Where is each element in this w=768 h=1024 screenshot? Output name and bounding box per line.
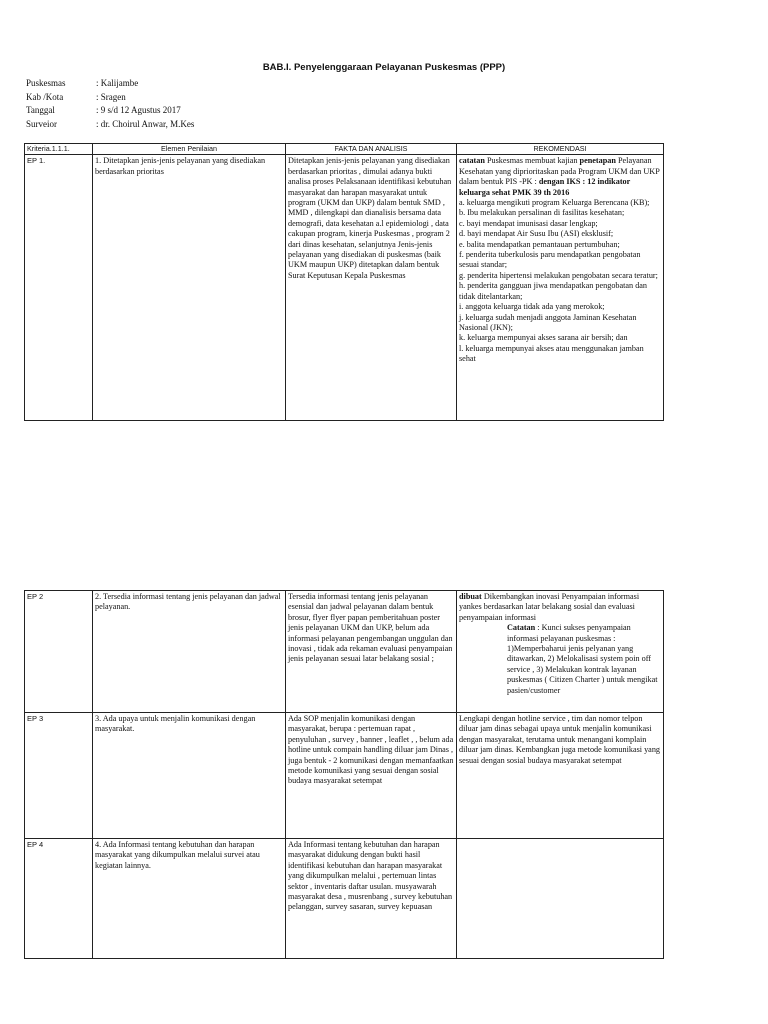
indikator-item: c. bayi mendapat imunisasi dasar lengkap;: [459, 218, 598, 228]
meta-row-kabkota: [26, 92, 194, 106]
meta-label: Surveior: [26, 118, 57, 129]
table-row-ep3: [25, 713, 664, 839]
indikator-item: h. penderita gangguan jiwa mendapatkan pengobatan dan tidak ditelantarkan;: [459, 281, 648, 301]
header-rekomendasi: REKOMENDASI: [457, 144, 664, 155]
fakta-cell: Ditetapkan jenis-jenis pelayanan yang disediakan berdasarkan prioritas , dimulai adanya bukti analisa proses Pelaksanaan identifikasi kebutuhan masyarakat dan harapan masyarakat untuk program (UKM dan UKP) dalam bentuk SMD , MMD , dilengkapi dan dianalisis bersama data demografi, data kesehatan a.l epidemiologi , data cakupan program, kinerja Puskesmas , program 2 dari dinas kesehatan, selanjutnya Jenis-jenis pelayanan yang disediakan di puskesmas (baik UKM maupun UKP) ditetapkan dalam bentuk Surat Keputusan Kepala Puskesmas: [286, 155, 457, 421]
meta-value: : Sragen: [96, 91, 126, 102]
iks-heading: dengan IKS : 12 indikator keluarga sehat PMK 39 th 2016: [459, 177, 631, 197]
rek-text: : Kunci sukses penyampaian informasi pelayanan puskesmas : 1)Memperbaharui jenis pelyanan yang ditawarkan, 2) Melokalisasi system poin off service , 3) Melakukan kontrak layanan puskesmas ( Citizen Charter ) untuk mengikat pasien/customer: [507, 623, 658, 695]
table-header-row: [25, 144, 664, 155]
rek-text: Dikembangkan inovasi Penyampaian informasi yankes berdasarkan latar belakang sosial dan evaluasi penyampaian informasi: [459, 592, 640, 622]
table-row-ep2: [25, 591, 664, 713]
indikator-item: l. keluarga mempunyai akses atau menggunakan jamban sehat: [459, 343, 644, 364]
ep-label: EP 3: [25, 713, 93, 839]
elemen-cell: 1. Ditetapkan jenis-jenis pelayanan yang disediakan berdasarkan prioritas: [93, 155, 286, 421]
header-fakta: FAKTA DAN ANALISIS: [286, 144, 457, 155]
assessment-table-2: [24, 590, 664, 959]
indikator-item: j. keluarga sudah menjadi anggota Jaminan Kesehatan Nasional (JKN);: [459, 312, 637, 332]
survey-meta: [26, 78, 194, 132]
ep-label: EP 1.: [25, 155, 93, 421]
dibuat-label: dibuat: [459, 592, 482, 601]
meta-row-surveior: [26, 119, 194, 133]
meta-label: Puskesmas: [26, 78, 66, 88]
elemen-cell: 2. Tersedia informasi tentang jenis pelayanan dan jadwal pelayanan.: [93, 591, 286, 713]
meta-row-tanggal: [26, 105, 194, 119]
rekomendasi-cell: Lengkapi dengan hotline service , tim dan nomor telpon diluar jam dinas sebagai upaya untuk menjalin komunikasi dengan masyarakat, terutama untuk menangani komplain diluar jam dinas. Kembangkan juga metode komunikasi yang sesuai dengan sosial budaya masyarakat setempat: [457, 713, 664, 839]
fakta-cell: Ada Informasi tentang kebutuhan dan harapan masyarakat didukung dengan bukti hasil identifikasi kebutuhan dan harapan masyarakat yang dikumpulkan melalui , pertemuan lintas sektor , inventaris daftar usulan. musyawarah masyarakat desa , musrenbang , survey kebutuhan pelanggan, survey sasaran, survey kepuasan: [286, 839, 457, 959]
elemen-cell: 4. Ada Informasi tentang kebutuhan dan harapan masyarakat yang dikumpulkan melalui survei atau kegiatan lainnya.: [93, 839, 286, 959]
rekomendasi-cell: [457, 839, 664, 959]
indikator-item: b. Ibu melakukan persalinan di fasilitas kesehatan;: [459, 208, 625, 218]
indikator-item: d. bayi mendapat Air Susu Ibu (ASI) eksklusif;: [459, 229, 614, 239]
assessment-table-1: [24, 143, 664, 421]
meta-value: : 9 s/d 12 Agustus 2017: [96, 105, 181, 115]
rek-intro-text-2: Pelayanan Kesehatan yang diprioritaskan pada Program UKM dan UKP dalam bentuk PIS -PK :: [459, 156, 660, 187]
penetapan-label: penetapan: [579, 156, 616, 166]
rek-part-1: [459, 592, 661, 623]
meta-value: : dr. Choirul Anwar, M.Kes: [96, 118, 195, 129]
indikator-item: e. balita mendapatkan pemantauan pertumbuhan;: [459, 239, 620, 249]
table-row-ep4: [25, 839, 664, 959]
rek-intro-text: Puskesmas membuat kajian: [484, 156, 580, 166]
rekomendasi-cell: [457, 155, 664, 421]
indikator-item: k. keluarga mempunyai akses sarana air bersih; dan: [459, 333, 628, 343]
document-title: BAB.I. Penyelenggaraan Pelayanan Puskesmas (PPP): [262, 62, 506, 73]
indikator-item: g. penderita hipertensi melakukan pengobatan secara teratur;: [459, 270, 658, 280]
elemen-cell: 3. Ada upaya untuk menjalin komunikasi dengan masyarakat.: [93, 713, 286, 839]
header-elemen: Elemen Penilaian: [93, 144, 286, 155]
indikator-item: f. penderita tuberkulosis paru mendapatkan pengobatan sesuai standar;: [459, 250, 641, 270]
meta-label: Tanggal: [26, 105, 55, 115]
fakta-cell: Ada SOP menjalin komunikasi dengan masyarakat, berupa : pertemuan rapat , penyuluhan , survey , banner , leaflet , , belum ada hotline untuk compain handling diluar jam Dinas , juga bentuk - 2 komunikasi dengan memanfaatkan metode komunikasi yang sesuai dengan sosial budaya masyarakat setempat: [286, 713, 457, 839]
catatan-label: catatan: [459, 156, 485, 166]
catatan-label: Catatan: [507, 623, 536, 633]
header-kriteria: Kriteria.1.1.1.: [25, 144, 93, 155]
fakta-cell: Tersedia informasi tentang jenis pelayanan esensial dan jadwal pelayanan dalam bentuk brosur, flyer flyer papan pemberitahuan poster jenis pelayanan UKM dan UKP, belum ada informasi pelayanan pengembangan unggulan dan inovasi , tidak ada rekaman evaluasi penyampaian jenis pelayanan sesuai latar belakang sosial ;: [286, 591, 457, 713]
ep-label: EP 4: [25, 839, 93, 959]
rek-part-2: [459, 623, 661, 696]
indikator-item: a. keluarga mengikuti program Keluarga Berencana (KB);: [459, 198, 650, 208]
table-row-ep1: [25, 155, 664, 421]
rekomendasi-cell: [457, 591, 664, 713]
indikator-item: i. anggota keluarga tidak ada yang merokok;: [459, 302, 605, 312]
meta-row-puskesmas: [26, 78, 194, 92]
ep-label: EP 2: [25, 591, 93, 713]
meta-label: Kab /Kota: [26, 91, 64, 102]
rekomendasi-intro: [459, 156, 661, 198]
meta-value: : Kalijambe: [96, 78, 139, 88]
